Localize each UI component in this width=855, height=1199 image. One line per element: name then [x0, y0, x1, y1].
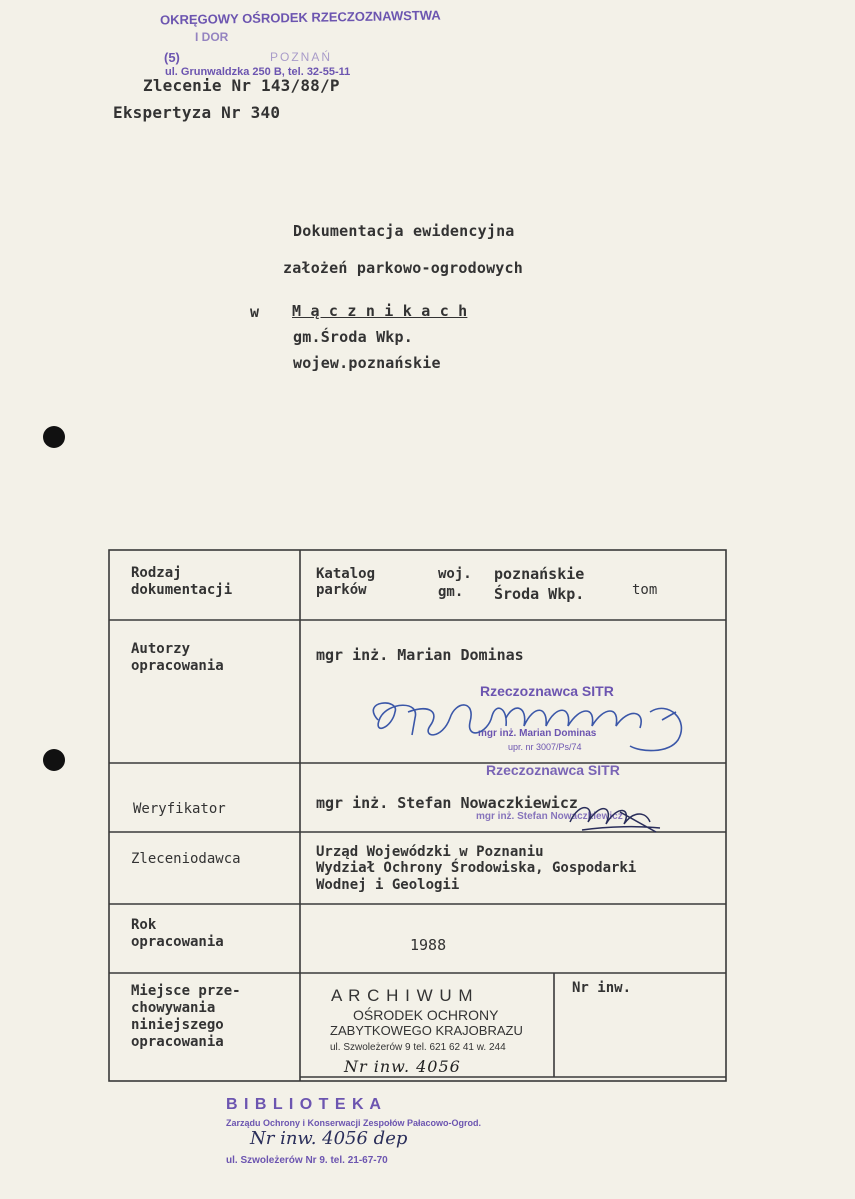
authors-label-2: opracowania	[131, 658, 224, 674]
client-line1: Urząd Wojewódzki w Poznaniu	[316, 844, 544, 860]
gm-value: Środa Wkp.	[494, 585, 585, 603]
author-name: mgr inż. Marian Dominas	[316, 646, 524, 664]
storage-label-3: niniejszego	[131, 1017, 224, 1033]
authors-label-1: Autorzy	[131, 641, 191, 657]
author-stamp-title: Rzeczoznawca SITR	[480, 683, 614, 699]
archive-handwritten-inv: Nr inw. 4056	[344, 1057, 461, 1076]
header-stamp-city: POZNAŃ	[270, 50, 333, 64]
storage-label-4: opracowania	[131, 1034, 224, 1050]
archive-stamp-line3: ZABYTKOWEGO KRAJOBRAZU	[330, 1023, 523, 1038]
client-label: Zleceniodawca	[131, 851, 241, 867]
verifier-stamp-title: Rzeczoznawca SITR	[486, 762, 620, 778]
verifier-name: mgr inż. Stefan Nowaczkiewicz	[316, 794, 578, 812]
title-line1: Dokumentacja ewidencyjna	[293, 222, 515, 240]
verifier-stamp-name: mgr inż. Stefan Nowaczkiewicz	[476, 811, 623, 822]
storage-label-1: Miejsce prze-	[131, 983, 241, 999]
year-value: 1988	[410, 936, 447, 954]
gm-abbr: gm.	[438, 584, 464, 600]
author-stamp-reg: upr. nr 3007/Ps/74	[508, 742, 582, 752]
year-label-2: opracowania	[131, 934, 224, 950]
storage-label-2: chowywania	[131, 1000, 216, 1016]
catalog-line1: Katalog	[316, 566, 376, 582]
header-stamp-line2: I DOR	[195, 30, 229, 44]
woj-abbr: woj.	[438, 566, 472, 582]
year-label-1: Rok	[131, 917, 157, 933]
header-stamp-line1: OKRĘGOWY OŚRODEK RZECZOZNAWSTWA	[159, 7, 441, 28]
header-stamp-address: ul. Grunwaldzka 250 B, tel. 32-55-11	[165, 66, 351, 78]
header-stamp-number: (5)	[164, 50, 180, 65]
library-stamp-address: ul. Szwoleżerów Nr 9. tel. 21-67-70	[226, 1155, 388, 1166]
title-line2: założeń parkowo-ogrodowych	[283, 259, 523, 277]
title-place: M ą c z n i k a c h	[292, 302, 468, 320]
catalog-line2: parków	[316, 582, 367, 598]
client-line2: Wydział Ochrony Środowiska, Gospodarki	[316, 860, 637, 876]
doc-type-label-1: Rodzaj	[131, 565, 182, 581]
library-stamp-line2: Zarządu Ochrony i Konserwacji Zespołów Pałacowo-Ogrod.	[226, 1118, 482, 1128]
author-stamp-name: mgr inż. Marian Dominas	[478, 728, 597, 739]
expertise-number: Ekspertyza Nr 340	[113, 103, 281, 122]
archive-stamp-address: ul. Szwoleżerów 9 tel. 621 62 41 w. 244	[330, 1042, 506, 1053]
verifier-label: Weryfikator	[133, 801, 226, 817]
title-prefix: w	[250, 303, 260, 321]
library-stamp-title: B I B L I O T E K A	[226, 1096, 382, 1113]
client-line3: Wodnej i Geologii	[316, 877, 460, 893]
woj-value: poznańskie	[494, 565, 585, 583]
archive-stamp-line2: OŚRODEK OCHRONY	[353, 1007, 499, 1023]
tom-label: tom	[632, 582, 658, 598]
title-voivodeship: wojew.poznańskie	[293, 354, 441, 372]
doc-type-label-2: dokumentacji	[131, 582, 233, 598]
order-number: Zlecenie Nr 143/88/P	[143, 76, 340, 95]
inventory-label: Nr inw.	[572, 980, 632, 996]
library-stamp-handwritten: Nr inw. 4056 dep	[250, 1128, 408, 1149]
title-municipality: gm.Środa Wkp.	[293, 328, 413, 346]
archive-stamp-title: A R C H I W U M	[331, 986, 474, 1005]
